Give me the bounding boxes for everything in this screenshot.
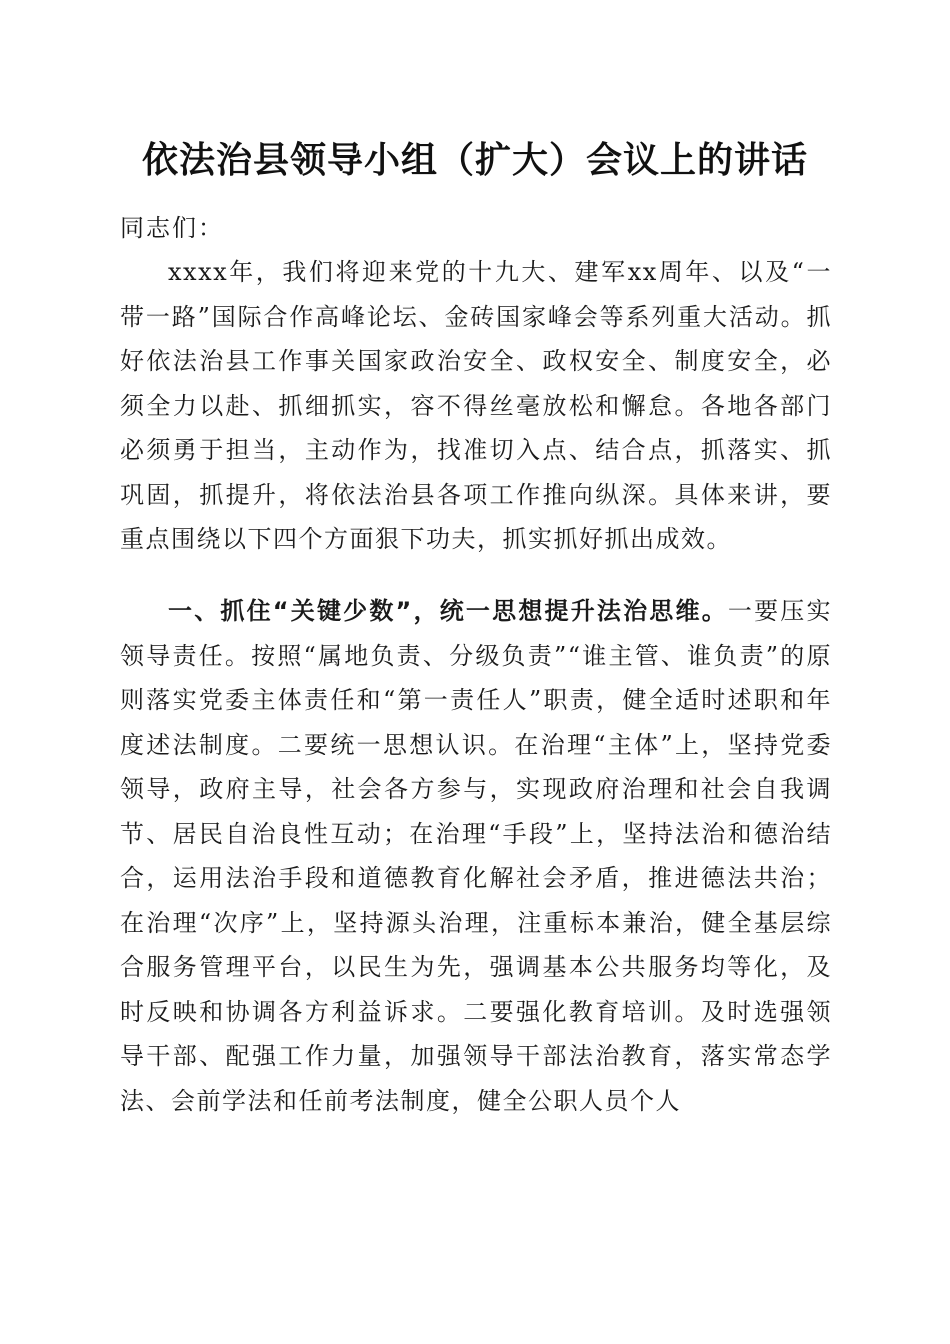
paragraph-intro-text: xxxx年，我们将迎来党的十九大、建军xx周年、以及“一带一路”国际合作高峰论坛、金砖国家峰会等系列重大活动。抓好依法治县工作事关国家政治安全、政权安全、制度安全，必须全力以赴、抓细抓实，容不得丝毫放松和懈怠。各地各部门必须勇于担当，主动作为，找准切入点、结合点，抓落实、抓巩固，抓提升，将依法治县各项工作推向纵深。具体来讲，要重点围绕以下四个方面狠下功夫，抓实抓好抓出成效。 [120,258,832,553]
paragraph-intro [120,250,832,562]
section-one-body: 一要压实领导责任。按照“属地负责、分级负责”“谁主管、谁负责”的原则落实党委主体责任和“第一责任人”职责，健全适时述职和年度述法制度。二要统一思想认识。在治理“主体”上，坚持党委领导，政府主导，社会各方参与，实现政府治理和社会自我调节、居民自治良性互动；在治理“手段”上，坚持法治和德治结合，运用法治手段和道德教育化解社会矛盾，推进德法共治；在治理“次序”上，坚持源头治理，注重标本兼治，健全基层综合服务管理平台，以民生为先，强调基本公共服务均等化，及时反映和协调各方利益诉求。二要强化教育培训。及时选强领导干部、配强工作力量，加强领导干部法治教育，落实常态学法、会前学法和任前考法制度，健全公职人员个人 [120,597,833,1115]
paragraph-section-one [120,589,832,1123]
document-title: 依法治县领导小组（扩大）会议上的讲话 [141,139,808,181]
section-one-heading: 一、抓住“关键少数”，统一思想提升法治思维。 [168,597,728,625]
salutation: 同志们： [120,214,224,242]
